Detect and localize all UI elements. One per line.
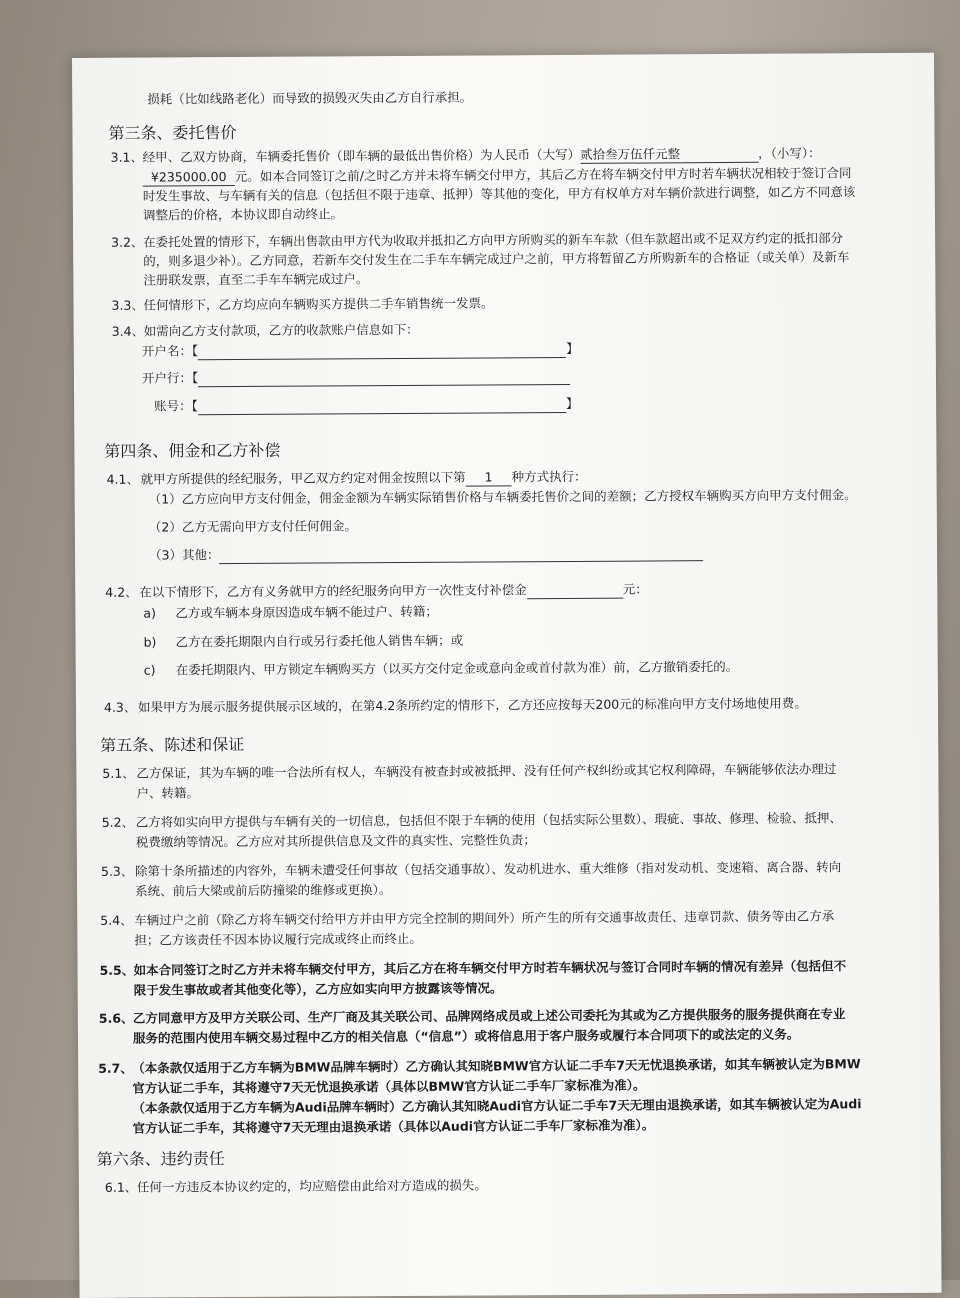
clause-3-2-line-1: 在委托处置的情形下，车辆出售款由甲方代为收取并抵扣乙方向甲方所购买的新车车款（但车款超出或不足双方约定的抵扣部分	[143, 230, 844, 250]
contract-page	[72, 53, 942, 1298]
clause-4-3-line-1: 如果甲方为展示服务提供展示区域的，在第4.2条所约定的情形下，乙方还应按每天200元的标准向甲方支付场地使用费。	[137, 695, 807, 715]
clause-5-4-line-1: 车辆过户之前（除乙方将车辆交付给甲方并由甲方完全控制的期间外）所产生的所有交通事故责任、违章罚款、债务等由乙方承	[134, 908, 835, 928]
clause-4-1-text-a: 就甲方所提供的经纪服务，甲乙双方约定对佣金按照以下第	[140, 469, 466, 487]
commission-option-field: 1	[466, 469, 512, 486]
clause-3-1-text-c: 元。如本合同签订之前/之时乙方并未将车辆交付甲方，其后乙方在将车辆交付甲方时若车辆状况相较于签订合同	[234, 165, 852, 185]
clause-4-2-line-1	[139, 581, 648, 601]
bracket-close: 】	[566, 340, 579, 356]
clause-5-4-line-2: 担；乙方该责任不因本协议履行完成或终止而终止。	[134, 930, 422, 948]
bracket-open: 【	[191, 370, 199, 386]
item-a-label: a)	[143, 605, 156, 621]
account-name-row	[142, 341, 579, 361]
item-b-text: 乙方在委托期限内自行或另行委托他人销售车辆；或	[175, 632, 464, 650]
clause-5-1-number: 5.1、	[102, 765, 135, 781]
clause-3-2-line-3: 注册联发票，直至二手车车辆完成过户。	[143, 271, 369, 288]
clause-4-1-number: 4.1、	[106, 471, 140, 487]
clause-3-4-number: 3.4、	[111, 323, 145, 339]
clause-4-3-number: 4.3、	[103, 699, 137, 715]
clause-5-7-line-2: 官方认证二手车，其将遵守7天无忧退换承诺（具体以BMW官方认证二手车厂家标准为准）。	[132, 1077, 646, 1096]
account-number-row	[154, 396, 578, 416]
item-a-text: 乙方或车辆本身原因造成车辆不能过户、转籍；	[175, 603, 438, 621]
clause-4-2-number: 4.2、	[105, 584, 138, 600]
clause-3-1-line-3: 时发生事故、与车辆有关的信息（包括但不限于违章、抵押）等其他的变化，甲方有权单方对车辆价款进行调整，如乙方不同意该	[142, 184, 856, 204]
article-3-heading: 第三条、委托售价	[108, 122, 237, 143]
clause-3-2-line-2: 的，则多退少补）。乙方同意，若新车交付发生在二手车车辆完成过户之前，甲方将暂留乙方所购新车的合格证（或关单）及新车	[143, 249, 850, 269]
clause-4-2-text-b: 元：	[622, 581, 648, 597]
clause-3-1-number: 3.1、	[110, 149, 144, 165]
clause-5-6-number: 5.6、	[98, 1010, 134, 1026]
item-c-text: 在委托期限内、甲方锁定车辆购买方（以买方交付定金或意向金或首付款为准）前，乙方撤销委托的。	[175, 658, 739, 678]
clause-6-1-number: 6.1、	[104, 1179, 138, 1195]
clause-4-2-text-a: 在以下情形下，乙方有义务就甲方的经纪服务向甲方一次性支付补偿金	[139, 582, 527, 600]
clause-5-7-line-1: （本条款仅适用于乙方车辆为BMW品牌车辆时）乙方确认其知晓BMW官方认证二手车7天无忧退换承诺，如其车辆被认定为BMW	[132, 1056, 861, 1076]
account-bank-row	[142, 368, 570, 388]
bracket-open: 【	[191, 343, 199, 359]
clause-5-7-number: 5.7、	[98, 1060, 133, 1076]
commission-option-3-label: （3）其他：	[148, 547, 220, 563]
clause-3-1-line-4: 调整后的价格，本协议即自动终止。	[142, 206, 344, 223]
article-4-heading: 第四条、佣金和乙方补偿	[104, 440, 281, 461]
article-6-heading: 第六条、违约责任	[96, 1149, 225, 1169]
commission-option-1: （1）乙方应向甲方支付佣金，佣金金额为车辆实际销售价格与车辆委托售价之间的差额；乙方授权车辆购买方向甲方支付佣金。	[148, 487, 857, 507]
bracket-close: 】	[565, 395, 579, 411]
clause-3-1-text-b: ，（小写）：	[758, 145, 821, 161]
clause-5-7-line-3: （本条款仅适用于乙方车辆为Audi品牌车辆时）乙方确认其知晓Audi官方认证二手车7天无理由退换承诺，如其车辆被认定为Audi	[132, 1096, 862, 1116]
account-number-label: 账号：	[154, 398, 192, 414]
clause-5-5-line-1: 如本合同签订之时乙方并未将车辆交付甲方，其后乙方在将车辆交付甲方时若车辆状况与签订合同时车辆的情况有差异（包括但不	[133, 958, 847, 978]
clause-5-2-number: 5.2、	[101, 814, 135, 830]
clause-3-1-line-1	[143, 145, 821, 166]
clause-4-1-text-b: 种方式执行：	[511, 468, 587, 485]
clause-6-1-line-1: 任何一方违反本协议约定的，均应赔偿由此给对方造成的损失。	[136, 1177, 487, 1195]
clause-5-4-number: 5.4、	[100, 912, 133, 928]
clause-5-3-line-1: 除第十条所描述的内容外，车辆未遭受任何事故（包括交通事故）、发动机进水、重大维修（指对发动机、变速箱、离合器、转向	[134, 859, 842, 879]
clause-5-1-line-2: 户、转籍。	[136, 785, 200, 801]
clause-5-1-line-1: 乙方保证，其为车辆的唯一合法所有权人，车辆没有被查封或被抵押、没有任何产权纠纷或其它权利障碍，车辆能够依法办理过	[136, 761, 837, 781]
carryover-line: 损耗（比如线路老化）而导致的损毁灭失由乙方自行承担。	[147, 89, 473, 107]
clause-5-2-line-2: 税费缴纳等情况。乙方应对其所提供信息及文件的真实性、完整性负责；	[135, 832, 536, 850]
account-bank-label: 开户行：	[141, 370, 193, 386]
account-name-label: 开户名：	[141, 343, 192, 359]
item-c-label: c)	[143, 662, 156, 678]
clause-4-1-line-1	[141, 469, 587, 489]
price-uppercase-field: 贰拾叁万伍仟元整	[580, 146, 758, 164]
clause-5-7-line-4: 官方认证二手车，其将遵守7天无理由退换承诺（具体以Audi官方认证二手车厂家标准为准）。	[132, 1117, 655, 1136]
clause-3-4-line-1: 如需向乙方支付款项，乙方的收款账户信息如下：	[143, 321, 419, 339]
clause-3-2-number: 3.2、	[111, 234, 144, 250]
clause-3-3-line-1: 任何情形下，乙方均应向车辆购买方提供二手车销售统一发票。	[143, 295, 494, 313]
clause-3-1-text-a: 经甲、乙双方协商，车辆委托售价（即车辆的最低出售价格）为人民币（大写）	[142, 146, 581, 165]
clause-5-3-number: 5.3、	[100, 863, 134, 879]
item-b-label: b)	[143, 634, 157, 650]
clause-5-6-line-2: 服务的范围内使用车辆交易过程中乙方的相关信息（“信息”）或将信息用于客户服务或履行本合同项下的或法定的义务。	[132, 1026, 800, 1046]
commission-option-3	[149, 544, 704, 564]
clause-5-3-line-2: 系统、前后大梁或前后防撞梁的维修或更换）。	[135, 882, 392, 899]
bracket-open: 【	[191, 398, 198, 414]
commission-option-2: （2）乙方无需向甲方支付任何佣金。	[148, 518, 357, 535]
clause-5-2-line-1: 乙方将如实向甲方提供与车辆有关的一切信息，包括但不限于车辆的使用（包括实际公里数）、瑕疵、事故、修理、检验、抵押、	[135, 810, 842, 830]
clause-3-1-line-2	[143, 165, 852, 186]
clause-5-6-line-1: 乙方同意甲方及甲方关联公司、生产厂商及其关联公司、品牌网络成员或上述公司委托为其或为乙方提供服务的服务提供商在专业	[132, 1006, 846, 1026]
clause-3-3-number: 3.3、	[111, 297, 144, 313]
article-5-heading: 第五条、陈述和保证	[100, 734, 245, 755]
clause-5-5-line-2: 限于发生事故或者其他变化等），乙方应如实向甲方披露该等情况。	[133, 980, 503, 998]
price-lowercase-field: ¥235000.00	[143, 169, 235, 187]
clause-5-5-number: 5.5、	[99, 962, 135, 978]
